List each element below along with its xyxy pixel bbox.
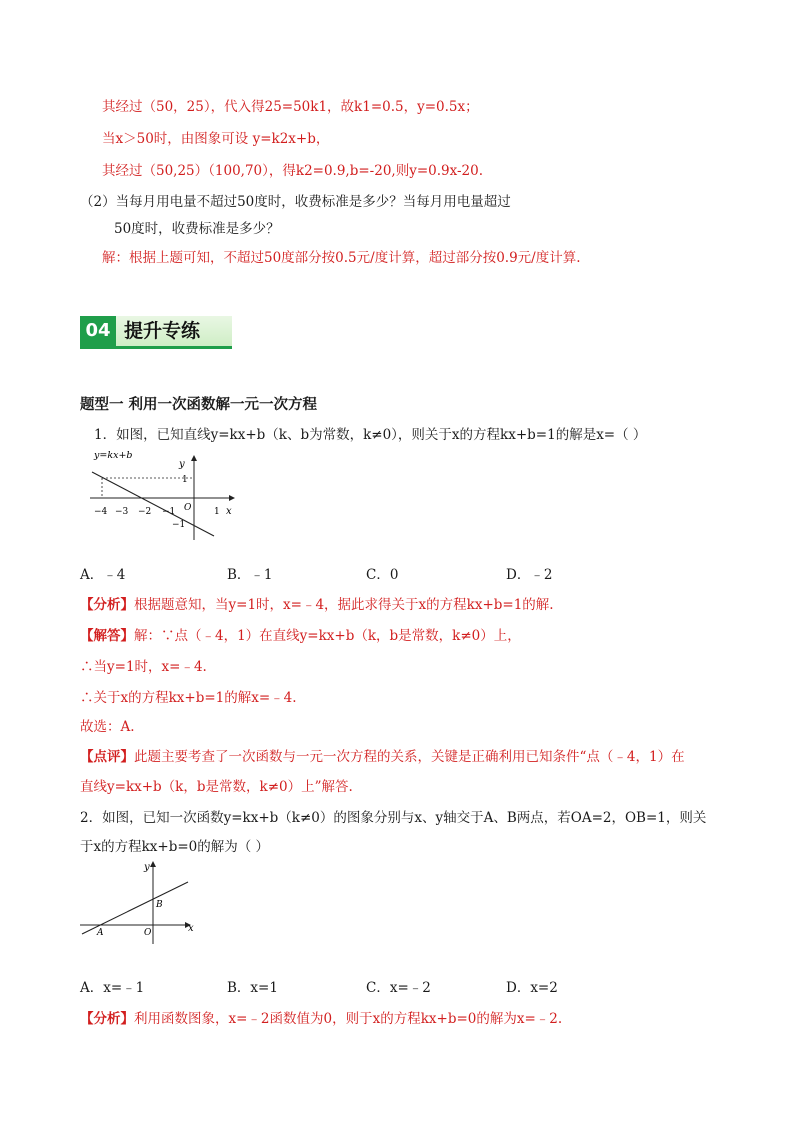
origin-label: O — [144, 928, 152, 938]
solution-text-1: 解：∵点（﹣4，1）在直线y=kx+b（k，b是常数，k≠0）上， — [134, 628, 521, 644]
tick-y-1: 1 — [182, 475, 188, 485]
problem1-solution-4: 故选：A. — [80, 719, 135, 735]
problem1-option-c[interactable]: C．0 — [366, 567, 399, 583]
graph-line — [82, 882, 188, 934]
x-axis-label: x — [188, 923, 194, 934]
problem2-option-c[interactable]: C．x=﹣2 — [366, 980, 431, 996]
problem1-solution-2: ∴当y=1时，x=﹣4. — [80, 659, 207, 675]
q2-stem-line-2: 50度时，收费标准是多少？ — [114, 221, 280, 237]
problem2-analysis — [80, 1010, 562, 1028]
tick-x-1: 1 — [214, 507, 220, 517]
prev-solution-line-2: 当x＞50时，由图象可设 y=k2x+b， — [102, 131, 330, 147]
problem2-stem-2: 于x的方程kx+b=0的解为（ ） — [80, 839, 270, 855]
problem2-stem-1: 2．如图，已知一次函数y=kx+b（k≠0）的图象分别与x、y轴交于A、B两点，若OA=2，OB=1，则关 — [80, 810, 707, 826]
section-title: 提升专练 — [124, 320, 201, 342]
analysis-tag: 【分析】 — [80, 1011, 134, 1027]
problem2-option-b[interactable]: B．x=1 — [227, 980, 278, 996]
graph-line — [92, 472, 214, 536]
problem1-comment-1 — [80, 748, 685, 766]
prev-solution-line-3: 其经过（50,25）（100,70），得k2=0.9,b=-20,则y=0.9x-20. — [102, 163, 484, 179]
problem2-option-a[interactable]: A．x=﹣1 — [80, 980, 145, 996]
tick-minus-3: −3 — [115, 507, 129, 517]
tick-minus-1: −1 — [162, 507, 176, 517]
point-b-label: B — [156, 900, 163, 910]
x-axis-label: x — [226, 506, 232, 517]
problem1-solution-3: ∴关于x的方程kx+b=1的解x=﹣4. — [80, 690, 297, 706]
comment-tag: 【点评】 — [80, 749, 134, 765]
problem1-option-b[interactable]: B．﹣1 — [227, 567, 273, 583]
type-heading: 题型一 利用一次函数解一元一次方程 — [80, 396, 318, 413]
y-axis-label: y — [144, 862, 150, 873]
line-label: y=kx+b — [94, 450, 133, 461]
problem1-solution-1 — [80, 627, 521, 645]
origin-label: O — [184, 503, 192, 513]
analysis-tag: 【分析】 — [80, 597, 134, 613]
solution-tag: 【解答】 — [80, 628, 134, 644]
y-axis-label: y — [179, 459, 185, 470]
problem1-option-a[interactable]: A．﹣4 — [80, 567, 126, 583]
problem1-stem: 1．如图，已知直线y=kx+b（k、b为常数，k≠0），则关于x的方程kx+b=1的解是x=（ ） — [94, 427, 647, 443]
tick-y-minus-1: −1 — [172, 520, 186, 530]
problem1-graph — [86, 448, 246, 543]
tick-minus-4: −4 — [94, 507, 108, 517]
problem2-option-d[interactable]: D．x=2 — [506, 980, 558, 996]
comment-text-1: 此题主要考查了一次函数与一元一次方程的关系，关键是正确利用已知条件“点（﹣4，1）在 — [134, 749, 685, 765]
q2-stem-line-1: （2）当每月用电量不超过50度时，收费标准是多少？当每月用电量超过 — [80, 194, 511, 210]
problem1-analysis — [80, 596, 554, 614]
point-a-label: A — [97, 928, 104, 938]
problem1-comment-2: 直线y=kx+b（k，b是常数，k≠0）上”解答. — [80, 779, 353, 795]
analysis-text: 根据题意知，当y=1时，x=﹣4，据此求得关于x的方程kx+b=1的解. — [134, 597, 554, 613]
prev-solution-line-1: 其经过（50，25），代入得25=50k1，故k1=0.5，y=0.5x； — [102, 99, 479, 115]
section-banner — [80, 316, 232, 349]
q2-answer: 解：根据上题可知，不超过50度部分按0.5元/度计算，超过部分按0.9元/度计算. — [102, 250, 581, 266]
analysis-text: 利用函数图象，x=﹣2函数值为0，则于x的方程kx+b=0的解为x=﹣2. — [134, 1011, 563, 1027]
tick-minus-2: −2 — [138, 507, 152, 517]
problem1-option-d[interactable]: D．﹣2 — [506, 567, 553, 583]
section-number: 04 — [80, 316, 116, 346]
problem2-graph — [78, 858, 208, 948]
